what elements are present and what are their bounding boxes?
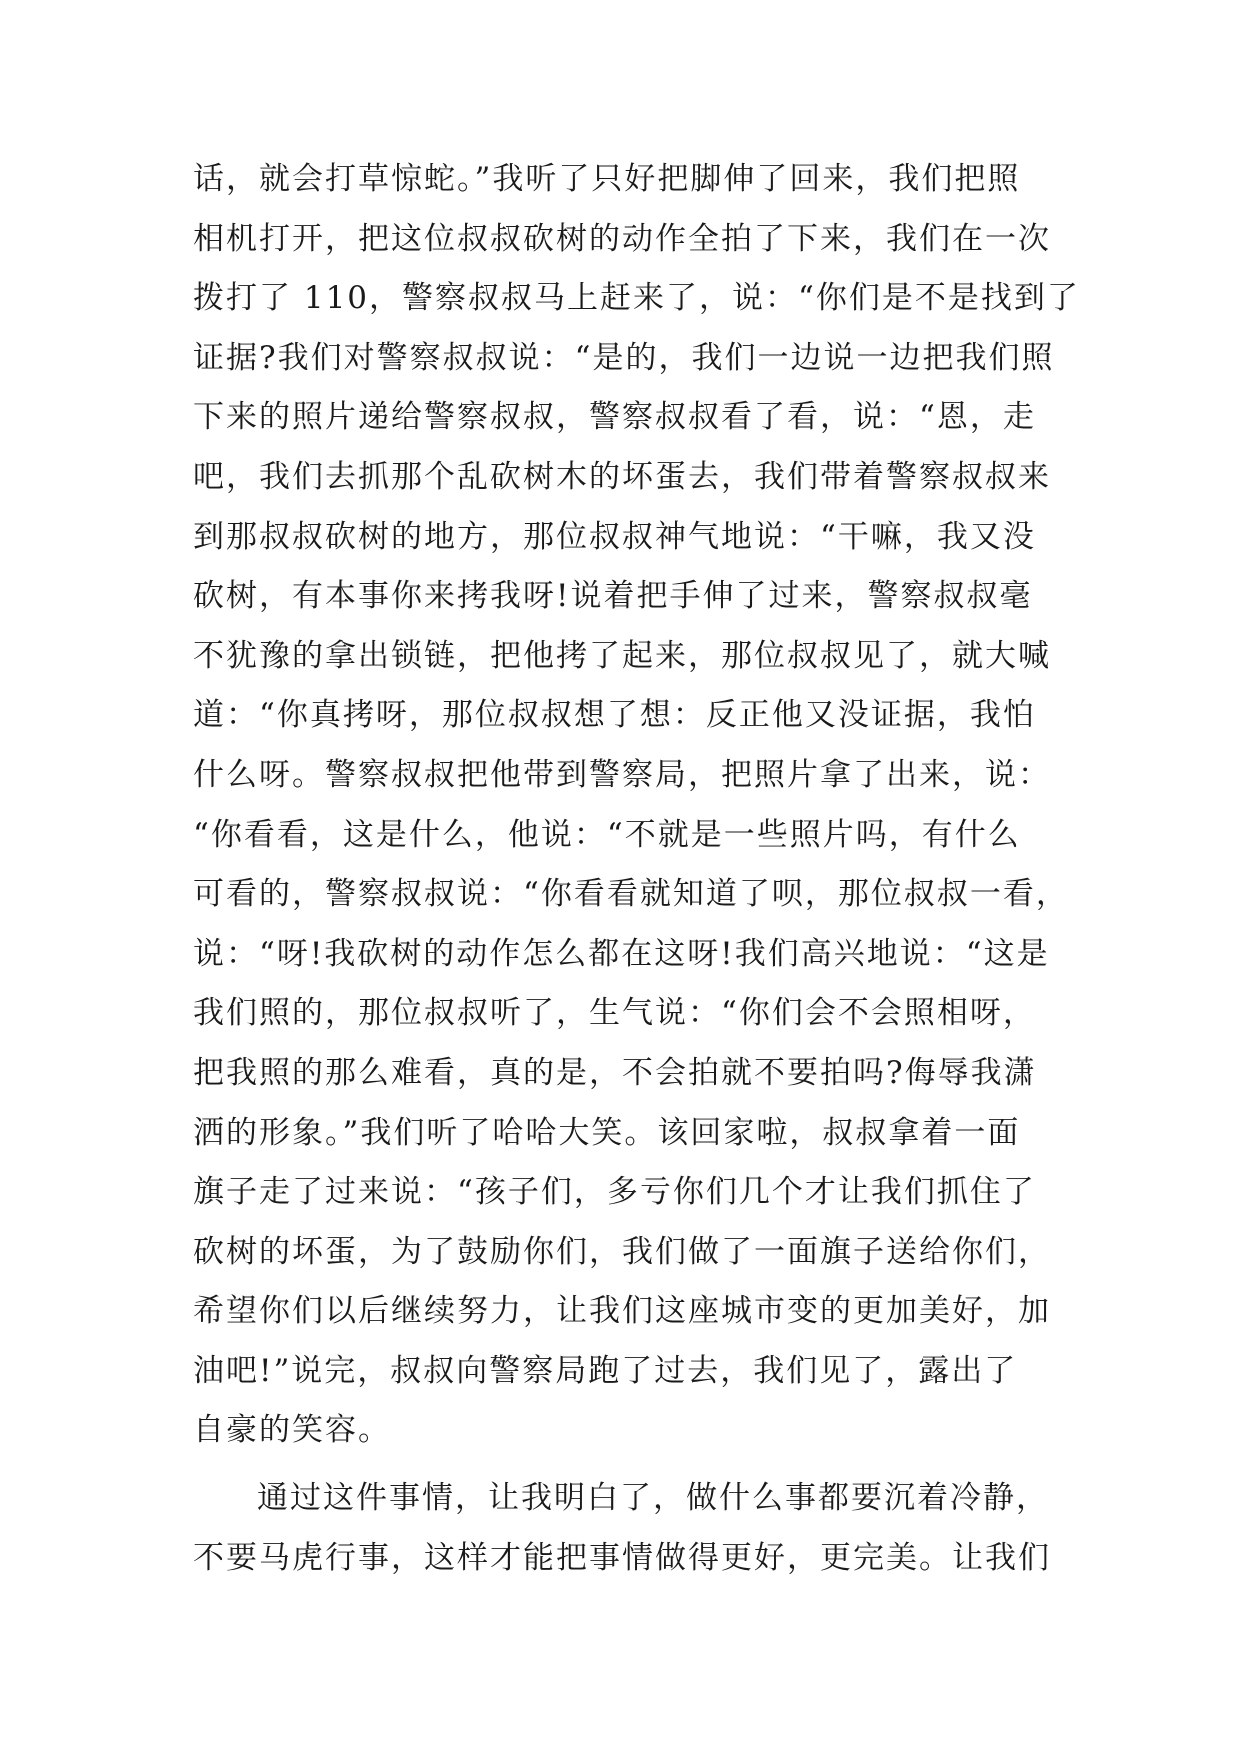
text-line: 希望你们以后继续努力，让我们这座城市变的更加美好，加 — [193, 1293, 1051, 1330]
text-line: 什么呀。警察叔叔把他带到警察局，把照片拿了出来，说： — [193, 756, 1051, 793]
text-line: 吧，我们去抓那个乱砍树木的坏蛋去，我们带着警察叔叔来 — [193, 458, 1051, 495]
text-line: 话，就会打草惊蛇。”我听了只好把脚伸了回来，我们把照 — [193, 161, 1021, 197]
text-line: “你看看，这是什么，他说：“不就是一些照片吗，有什么 — [193, 816, 1021, 853]
story-paragraph — [193, 150, 1080, 1461]
text-line: 到那叔叔砍树的地方，那位叔叔神气地说：“干嘛，我又没 — [193, 518, 1036, 555]
text-line: 我们照的，那位叔叔听了，生气说：“你们会不会照相呀， — [193, 995, 1036, 1032]
text-line: 不犹豫的拿出锁链，把他拷了起来，那位叔叔见了，就大喊 — [193, 637, 1051, 674]
text-line: 洒的形象。”我们听了哈哈大笑。该回家啦，叔叔拿着一面 — [193, 1114, 1021, 1151]
text-line: 自豪的笑容。 — [193, 1412, 391, 1449]
text-line: 砍树的坏蛋，为了鼓励你们，我们做了一面旗子送给你们， — [193, 1233, 1051, 1270]
text-line: 拨打了 110，警察叔叔马上赶来了，说：“你们是不是找到了 — [193, 280, 1080, 317]
text-line: 道：“你真拷呀，那位叔叔想了想：反正他又没证据，我怕 — [193, 697, 1036, 734]
conclusion-paragraph — [193, 1469, 1053, 1588]
text-line: 不要马虎行事，这样才能把事情做得更好，更完美。让我们 — [193, 1539, 1051, 1576]
text-line: 可看的，警察叔叔说：“你看看就知道了呗，那位叔叔一看， — [193, 876, 1069, 913]
text-line: 把我照的那么难看，真的是，不会拍就不要拍吗?侮辱我潇 — [193, 1054, 1037, 1091]
text-line: 证据?我们对警察叔叔说：“是的，我们一边说一边把我们照 — [193, 339, 1055, 376]
text-line: 砍树，有本事你来拷我呀!说着把手伸了过来，警察叔叔毫 — [193, 578, 1033, 615]
text-line: 通过这件事情，让我明白了，做什么事都要沉着冷静， — [257, 1480, 1049, 1517]
text-line: 下来的照片递给警察叔叔，警察叔叔看了看，说：“恩，走 — [193, 399, 1036, 436]
text-line: 油吧!”说完，叔叔向警察局跑了过去，我们见了，露出了 — [193, 1352, 1018, 1389]
paragraph-spacer — [193, 1461, 1053, 1469]
text-line: 相机打开，把这位叔叔砍树的动作全拍了下来，我们在一次 — [193, 220, 1051, 257]
document-body — [193, 150, 1080, 1588]
text-line: 说：“呀!我砍树的动作怎么都在这呀!我们高兴地说：“这是 — [193, 935, 1050, 972]
text-line: 旗子走了过来说：“孩子们，多亏你们几个才让我们抓住了 — [193, 1174, 1036, 1211]
